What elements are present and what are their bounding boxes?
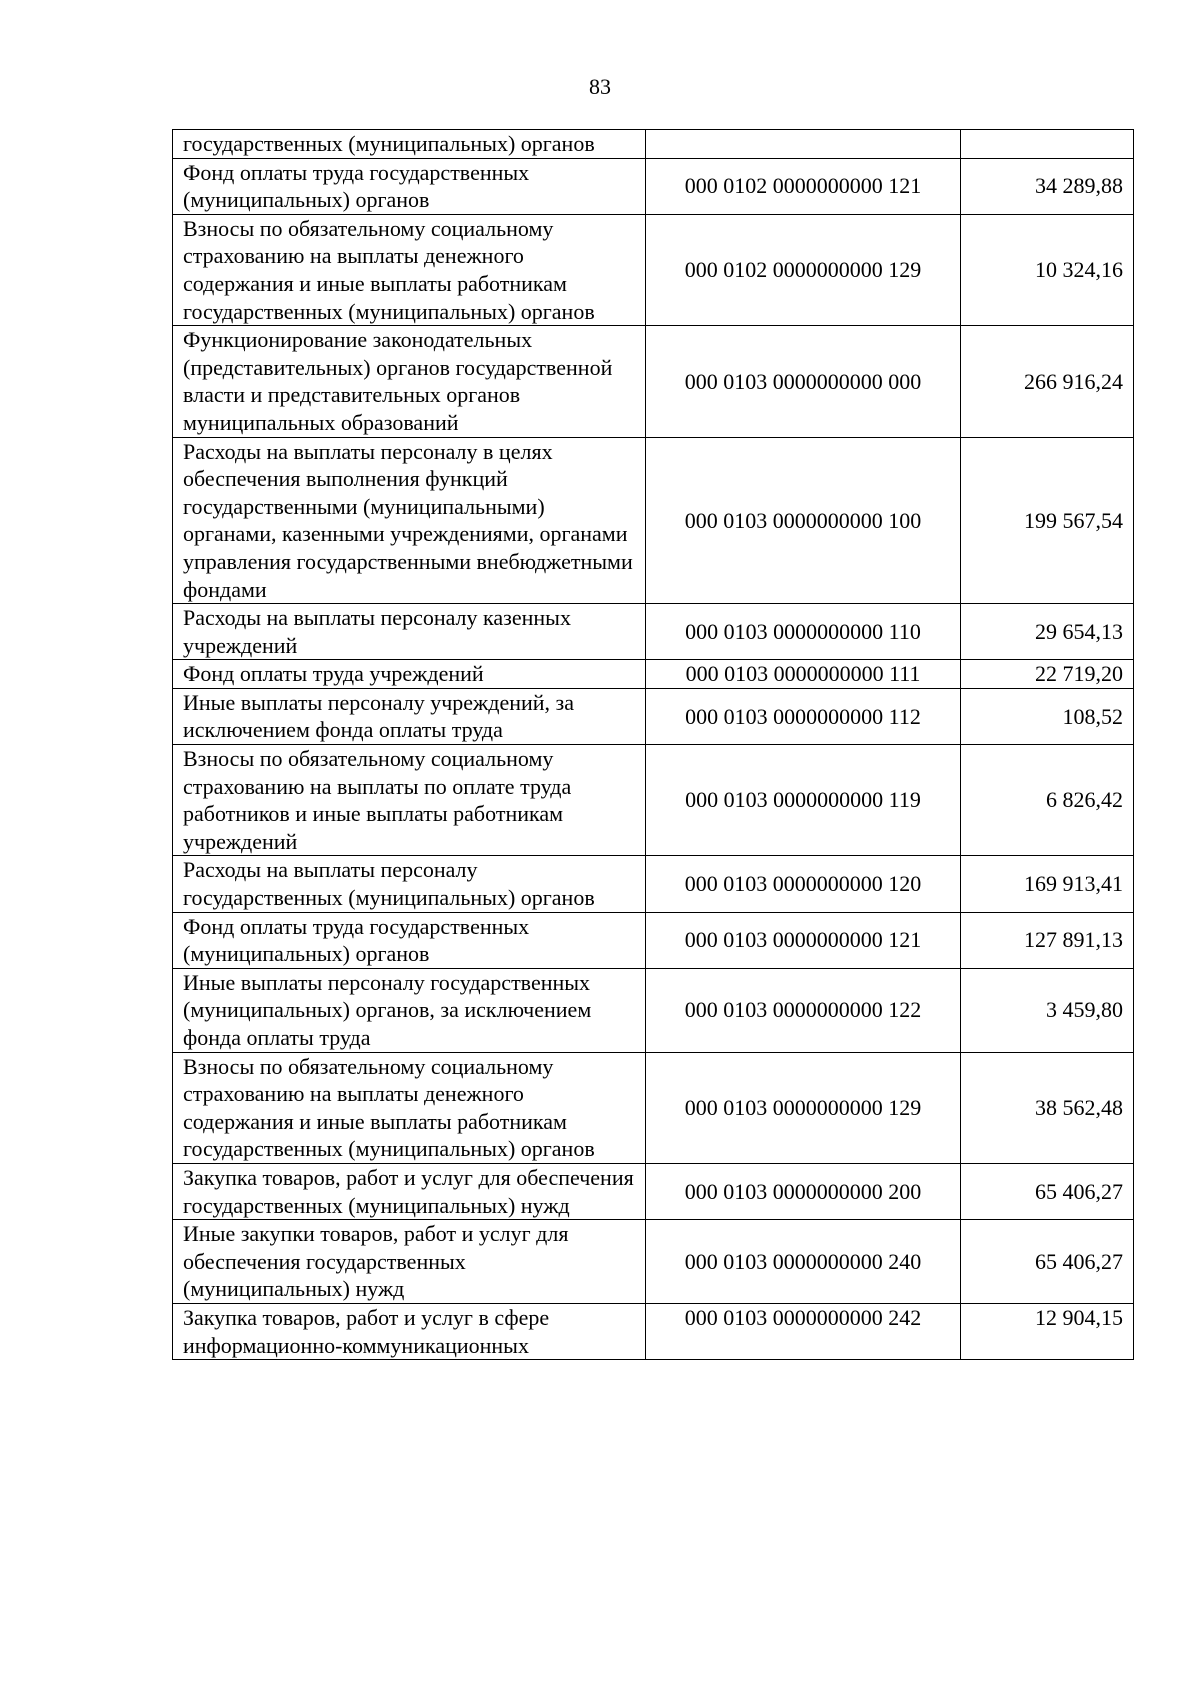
table-row [173,660,1134,689]
table-row [173,326,1134,437]
row-amount: 108,52 [961,688,1134,744]
row-amount: 29 654,13 [961,604,1134,660]
table-row [173,745,1134,856]
table-row [173,856,1134,912]
row-name: Закупка товаров, работ и услуг в сфере информационно-коммуникационных [173,1303,646,1359]
row-amount: 10 324,16 [961,214,1134,325]
row-code: 000 0103 0000000000 240 [646,1220,961,1304]
table-row [173,912,1134,968]
row-code: 000 0102 0000000000 129 [646,214,961,325]
row-code: 000 0103 0000000000 200 [646,1163,961,1219]
row-name: Взносы по обязательному социальному страхованию на выплаты денежного содержания и иные выплаты работникам государственных (муниципальных) органов [173,214,646,325]
table-row [173,688,1134,744]
row-code: 000 0103 0000000000 000 [646,326,961,437]
row-name: Фонд оплаты труда государственных (муниципальных) органов [173,158,646,214]
table-row [173,214,1134,325]
row-amount: 65 406,27 [961,1220,1134,1304]
row-amount: 22 719,20 [961,660,1134,689]
row-amount: 266 916,24 [961,326,1134,437]
row-code: 000 0103 0000000000 129 [646,1052,961,1163]
row-name: Фонд оплаты труда учреждений [173,660,646,689]
row-code: 000 0103 0000000000 111 [646,660,961,689]
row-name: Функционирование законодательных (представительных) органов государственной власти и представительных органов муниципальных образований [173,326,646,437]
row-name: Иные выплаты персоналу государственных (муниципальных) органов, за исключением фонда оплаты труда [173,968,646,1052]
table-row [173,158,1134,214]
table-row [173,968,1134,1052]
row-name: Фонд оплаты труда государственных (муниципальных) органов [173,912,646,968]
row-amount: 38 562,48 [961,1052,1134,1163]
row-code: 000 0102 0000000000 121 [646,158,961,214]
row-code: 000 0103 0000000000 121 [646,912,961,968]
row-amount: 199 567,54 [961,437,1134,604]
table-row [173,604,1134,660]
table-row [173,1052,1134,1163]
row-amount: 12 904,15 [961,1303,1134,1359]
table-row [173,1163,1134,1219]
row-amount: 127 891,13 [961,912,1134,968]
row-name: Закупка товаров, работ и услуг для обеспечения государственных (муниципальных) нужд [173,1163,646,1219]
row-amount: 65 406,27 [961,1163,1134,1219]
row-name: Расходы на выплаты персоналу в целях обеспечения выполнения функций государственными (муниципальными) органами, казенными учреждениями, органами управления государственными внебюджетными фондами [173,437,646,604]
row-name: Взносы по обязательному социальному страхованию на выплаты денежного содержания и иные выплаты работникам государственных (муниципальных) органов [173,1052,646,1163]
row-name: Иные выплаты персоналу учреждений, за исключением фонда оплаты труда [173,688,646,744]
row-amount: 3 459,80 [961,968,1134,1052]
row-code: 000 0103 0000000000 120 [646,856,961,912]
row-name: государственных (муниципальных) органов [173,130,646,159]
row-code: 000 0103 0000000000 100 [646,437,961,604]
table-row [173,1220,1134,1304]
row-code: 000 0103 0000000000 119 [646,745,961,856]
row-code: 000 0103 0000000000 242 [646,1303,961,1359]
row-code: 000 0103 0000000000 122 [646,968,961,1052]
row-amount: 169 913,41 [961,856,1134,912]
row-code: 000 0103 0000000000 112 [646,688,961,744]
page-number: 83 [589,74,611,99]
row-code: 000 0103 0000000000 110 [646,604,961,660]
table-row [173,437,1134,604]
row-code [646,130,961,159]
row-name: Расходы на выплаты персоналу государственных (муниципальных) органов [173,856,646,912]
row-amount: 6 826,42 [961,745,1134,856]
budget-table [172,129,1134,1360]
row-name: Взносы по обязательному социальному страхованию на выплаты по оплате труда работников и иные выплаты работникам учреждений [173,745,646,856]
table-row [173,130,1134,159]
row-name: Расходы на выплаты персоналу казенных учреждений [173,604,646,660]
row-amount [961,130,1134,159]
table-row [173,1303,1134,1359]
row-amount: 34 289,88 [961,158,1134,214]
row-name: Иные закупки товаров, работ и услуг для обеспечения государственных (муниципальных) нужд [173,1220,646,1304]
